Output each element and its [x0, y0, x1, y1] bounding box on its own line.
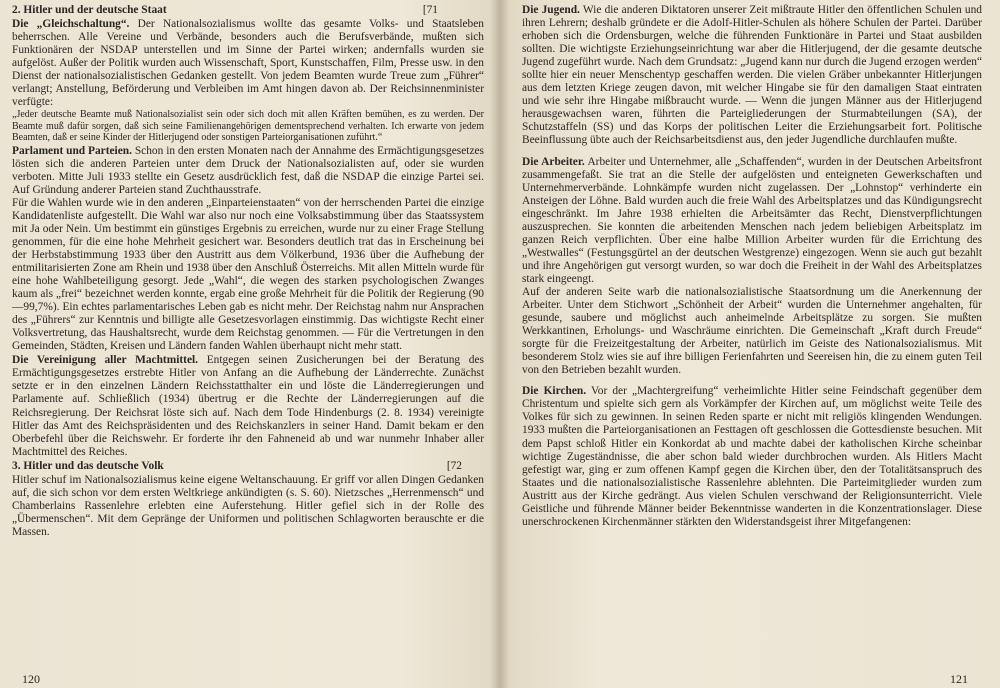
section-heading: Die Arbeiter. [522, 155, 585, 168]
paragraph-parlament [12, 145, 484, 197]
paragraph-text: Entgegen seinen Zusicherungen bei der Beratung des Ermächtigungsgesetzes erstrebte Hitler von Anfang an die Aufhebung der Länderrechte. Zunächst setzte er in den einzelnen Ländern Reichsstatthalter ein und löste die Länderregierungen und Parlamente auf. Schließlich (1934) übertrug er die Rechte der Länderregierungen auf die Reichsregierung. Der Reichsrat löste sich auf. Nach dem Tode Hindenburgs (2. 8. 1934) vereinigte Hitler das Amt des Reichspräsidenten und des Reichskanzlers in seiner Hand. Damit bekam er den Oberbefehl über die Reichswehr. Er forderte ihr den Fahneneid ab und war nunmehr Inhaber aller Machtmittel des Reiches. [12, 354, 484, 458]
block-quote: „Jeder deutsche Beamte muß Nationalsozialist sein oder sich doch mit allen Kräften bemühen, es zu werden. Der Beamte muß dafür sorgen, daß sich seine Familienangehörigen dementsprechend verhalten. Ich erwarte von jedem Beamten, daß er seine Kinder der Hitlerjugend oder sonstigen Parteiorganisationen zuführt.“ [12, 109, 484, 144]
section-heading: Die Vereinigung aller Machtmittel. [12, 354, 199, 367]
paragraph-gleichschaltung [12, 18, 484, 109]
section-heading: Die Jugend. [522, 4, 580, 16]
subchapter-heading [12, 460, 484, 473]
right-page [516, 0, 988, 688]
margin-reference: [72 [446, 459, 462, 472]
paragraph-kraft-durch-freude: Auf der anderen Seite warb die nationalsozialistische Staatsordnung um die Anerkennung der Arbeiter. Unter dem Stichwort „Schönheit der Arbeit“ wurden die Unternehmer angehalten, für gesunde, saubere und möglichst auch anheimelnde Arbeitsplätze zu sorgen. Sie mußten Werkkantinen, Erholungs- und Waschräume einrichten. Die Gemeinschaft „Kraft durch Freude“ sorgte für die Freizeitgestaltung der Arbeiter, natürlich im Geiste des Nationalsozialismus. Mit besonderem Stolz wies sie auf ihre billigen Ferienfahrten und Seereisen hin, die zu einem guten Teil von den Betrieben bezahlt wurden. [522, 285, 982, 377]
running-head [12, 4, 484, 17]
page-number: 121 [950, 671, 968, 686]
paragraph-volk: Hitler schuf im Nationalsozialismus keine eigene Weltanschauung. Er griff vor allen Dingen Gedanken auf, die sich schon vor dem ersten Weltkriege ankündigten (s. S. 60). Nietzsches „Herrenmensch“ und Chamberlains Rassenlehre erlebten eine Auferstehung. Hitler gefiel sich in der Rolle des „Übermenschen“. Mit dem Gepränge der Uniformen und politischen Schlagworten berauschte er die Massen. [12, 473, 484, 538]
paragraph-text: Der Nationalsozialismus wollte das gesamte Volks- und Staatsleben beherrschen. Alle Vereine und Verbände, besonders auch die Berufsverbände, mußten sich Funktionären der NSDAP unterstellen und im Sinne der Partei wirken; andernfalls wurden sie aufgelöst. Außer der Politik wurden auch Wissenschaft, Sport, Kunstschaffen, Film, Presse usw. in den Dienst der nationalsozialistischen Gedanken gestellt. Von jedem Beamten wurde Treue zum „Führer“ verlangt; Anstellung, Beförderung und Verbleiben im Amt hingen davon ab. Der Reichsinnenminister verfügte: [12, 18, 484, 109]
paragraph-text: Schon in den ersten Monaten nach der Annahme des Ermächtigungsgesetzes lösten sich die anderen Parteien unter dem Druck der Nationalsozialisten auf, oder sie wurden verboten. Mitte Juli 1933 stellte ein Gesetz ausdrücklich fest, daß die NSDAP die einzige Partei sei. Auf Gründung anderer Parteien stand Zuchthausstrafe. [12, 144, 484, 196]
paragraph-vereinigung [12, 354, 484, 458]
paragraph-text: Wie die anderen Diktatoren unserer Zeit mißtraute Hitler den öffentlichen Schulen und ihren Lehrern; deshalb gründete er die Adolf-Hitler-Schulen als höhere Schulen der Partei. Darüber erhoben sich die Ordensburgen, welche die führenden Funktionäre in Partei und Staat ausbilden sollten. Die wichtigste Erziehungseinrichtung war aber die Hitlerjugend, der die gesamte deutsche Jugend zugeführt wurde. Nach dem Grundsatz: „Jugend kann nur durch die Jugend erzogen werden“ sollte hier ein neuer Menschentyp geschaffen werden. Die vielen Gräber unbekannter Hitlerjungen aus dem letzten Kriege zeugen davon, mit welcher Hingabe sie für den damaligen Staat eintraten und wie sehr ihre Hingabe mißbraucht wurde. — Wenn die jungen Männer aus der Hitlerjugend herausgewachsen waren, führten die Parteigliederungen der Sturmabteilungen (SA), der Schutzstaffeln (SS) und das Korps der politischen Leiter die Erziehungsarbeit fort. Politische Beeinflussung übte auch der Reichsarbeitsdienst aus, den jeder Jugendliche durchlaufen mußte. [522, 4, 983, 147]
paragraph-wahlen: Für die Wahlen wurde wie in den anderen „Einparteienstaaten“ von der herrschenden Partei die einzige Kandidatenliste aufgestellt. Die Wahl war also nur noch eine Volksabstimmung über das Staatssystem mit Ja oder Nein. Um bestimmt ein günstiges Ergebnis zu erreichen, wurde nur zu einer Frage Stellung genommen, für die eine hohe Mehrheit gesichert war. Besonders deutlich trat das in Erscheinung bei der Herbstabstimmung 1933 über den Austritt aus dem Völkerbund, 1936 über die Aufhebung der entmilitarisierten Zone am Rhein und 1938 über den Anschluß Österreichs. Mit allen Mitteln wurde für eine hohe Wahlbeteiligung gesorgt. Jede „Wahl“, die wegen des starken psychologischen Zwanges kaum als „frei“ bezeichnet werden konnte, ergab eine große Mehrheit für die Politik der Regierung (90—99,7%). Ein echtes parlamentarisches Leben gab es nicht mehr. Der Reichstag nahm nur Ansprachen des „Führers“ zur Kenntnis und billigte alle Gesetzesvorlagen einstimmig. Das wichtigste Recht einer Volksvertretung, das Haushaltsrecht, wurde dem Reichstag genommen. — Für die Vertretungen in den Gemeinden, Städten, Kreisen und Ländern fanden Wahlen überhaupt nicht mehr statt. [12, 196, 484, 353]
paragraph-arbeiter [522, 156, 982, 286]
paragraph-text: Arbeiter und Unternehmer, alle „Schaffenden“, wurden in der Deutschen Arbeitsfront zusammengefaßt. Sie trat an die Stelle der aufgelösten und enteigneten Gewerkschaften und Unternehmerverbände. Lohnkämpfe wurden nicht zugelassen. Der „Lohnstop“ verhinderte ein Ansteigen der Löhne. Bald wurden auch die freie Wahl des Arbeitsplatzes und das Kündigungsrecht eingeschränkt. Im Jahre 1938 erhielten die Arbeitsämter das Recht, Dienstverpflichtungen auszusprechen. Sie konnten die arbeitenden Menschen nach jedem beliebigen Arbeitsplatz im ganzen Reich verpflichten. Über eine halbe Million Arbeiter wurden für die Errichtung des „Westwalles“ (Festungsgürtel an der deutschen Westgrenze) eingezogen. Wenn sie auch gut bezahlt und ihre Angehörigen gut versorgt wurden, so war doch die Freiheit in der Wahl des Arbeitsplatzes stark eingeengt. [522, 155, 982, 285]
subchapter-title: 3. Hitler und das deutsche Volk [12, 459, 164, 472]
page-number: 120 [22, 671, 40, 686]
chapter-title: 2. Hitler und der deutsche Staat [12, 4, 167, 16]
paragraph-jugend [522, 4, 982, 148]
paragraph-text: Vor der „Machtergreifung“ verheimlichte Hitler seine Feindschaft gegenüber dem Christentum und spielte sich gern als Vorkämpfer der Kirchen auf, um möglichst weite Teile des Volkes für sich zu gewinnen. In seinen Reden sparte er nicht mit religiös klingenden Wendungen. 1933 mußten die Parteiorganisationen an Festtagen oft geschlossen die Gottesdienste besuchen. Mit dem Papst schloß Hitler ein Konkordat ab und machte dabei der katholischen Kirche scheinbar wichtige Zugeständnisse, die aber schon bald wieder durchbrochen wurden. Als Hitlers Macht gefestigt war, ging er zum offenen Kampf gegen die Kirchen über, den der Totalitätsanspruch des Staates und die nationalsozialistische Rassenlehre ablehnten. Die Parteimitglieder wurden zum Austritt aus der Kirche gedrängt. Aus vielen Schulen verschwand der Religionsunterricht. Viele Geistliche und führende Männer beider Bekenntnisse wanderten in die Konzentrationslager. Diese unerschrockenen Kirchenmänner stärkten den Widerstandsgeist ihrer Mitgefangenen: [522, 385, 982, 528]
section-heading: Die Kirchen. [522, 385, 587, 398]
section-heading: Die „Gleichschaltung“. [12, 18, 130, 31]
margin-reference: [71 [422, 4, 438, 16]
paragraph-kirchen [522, 385, 982, 529]
section-heading: Parlament und Parteien. [12, 144, 132, 157]
left-page [6, 0, 490, 688]
